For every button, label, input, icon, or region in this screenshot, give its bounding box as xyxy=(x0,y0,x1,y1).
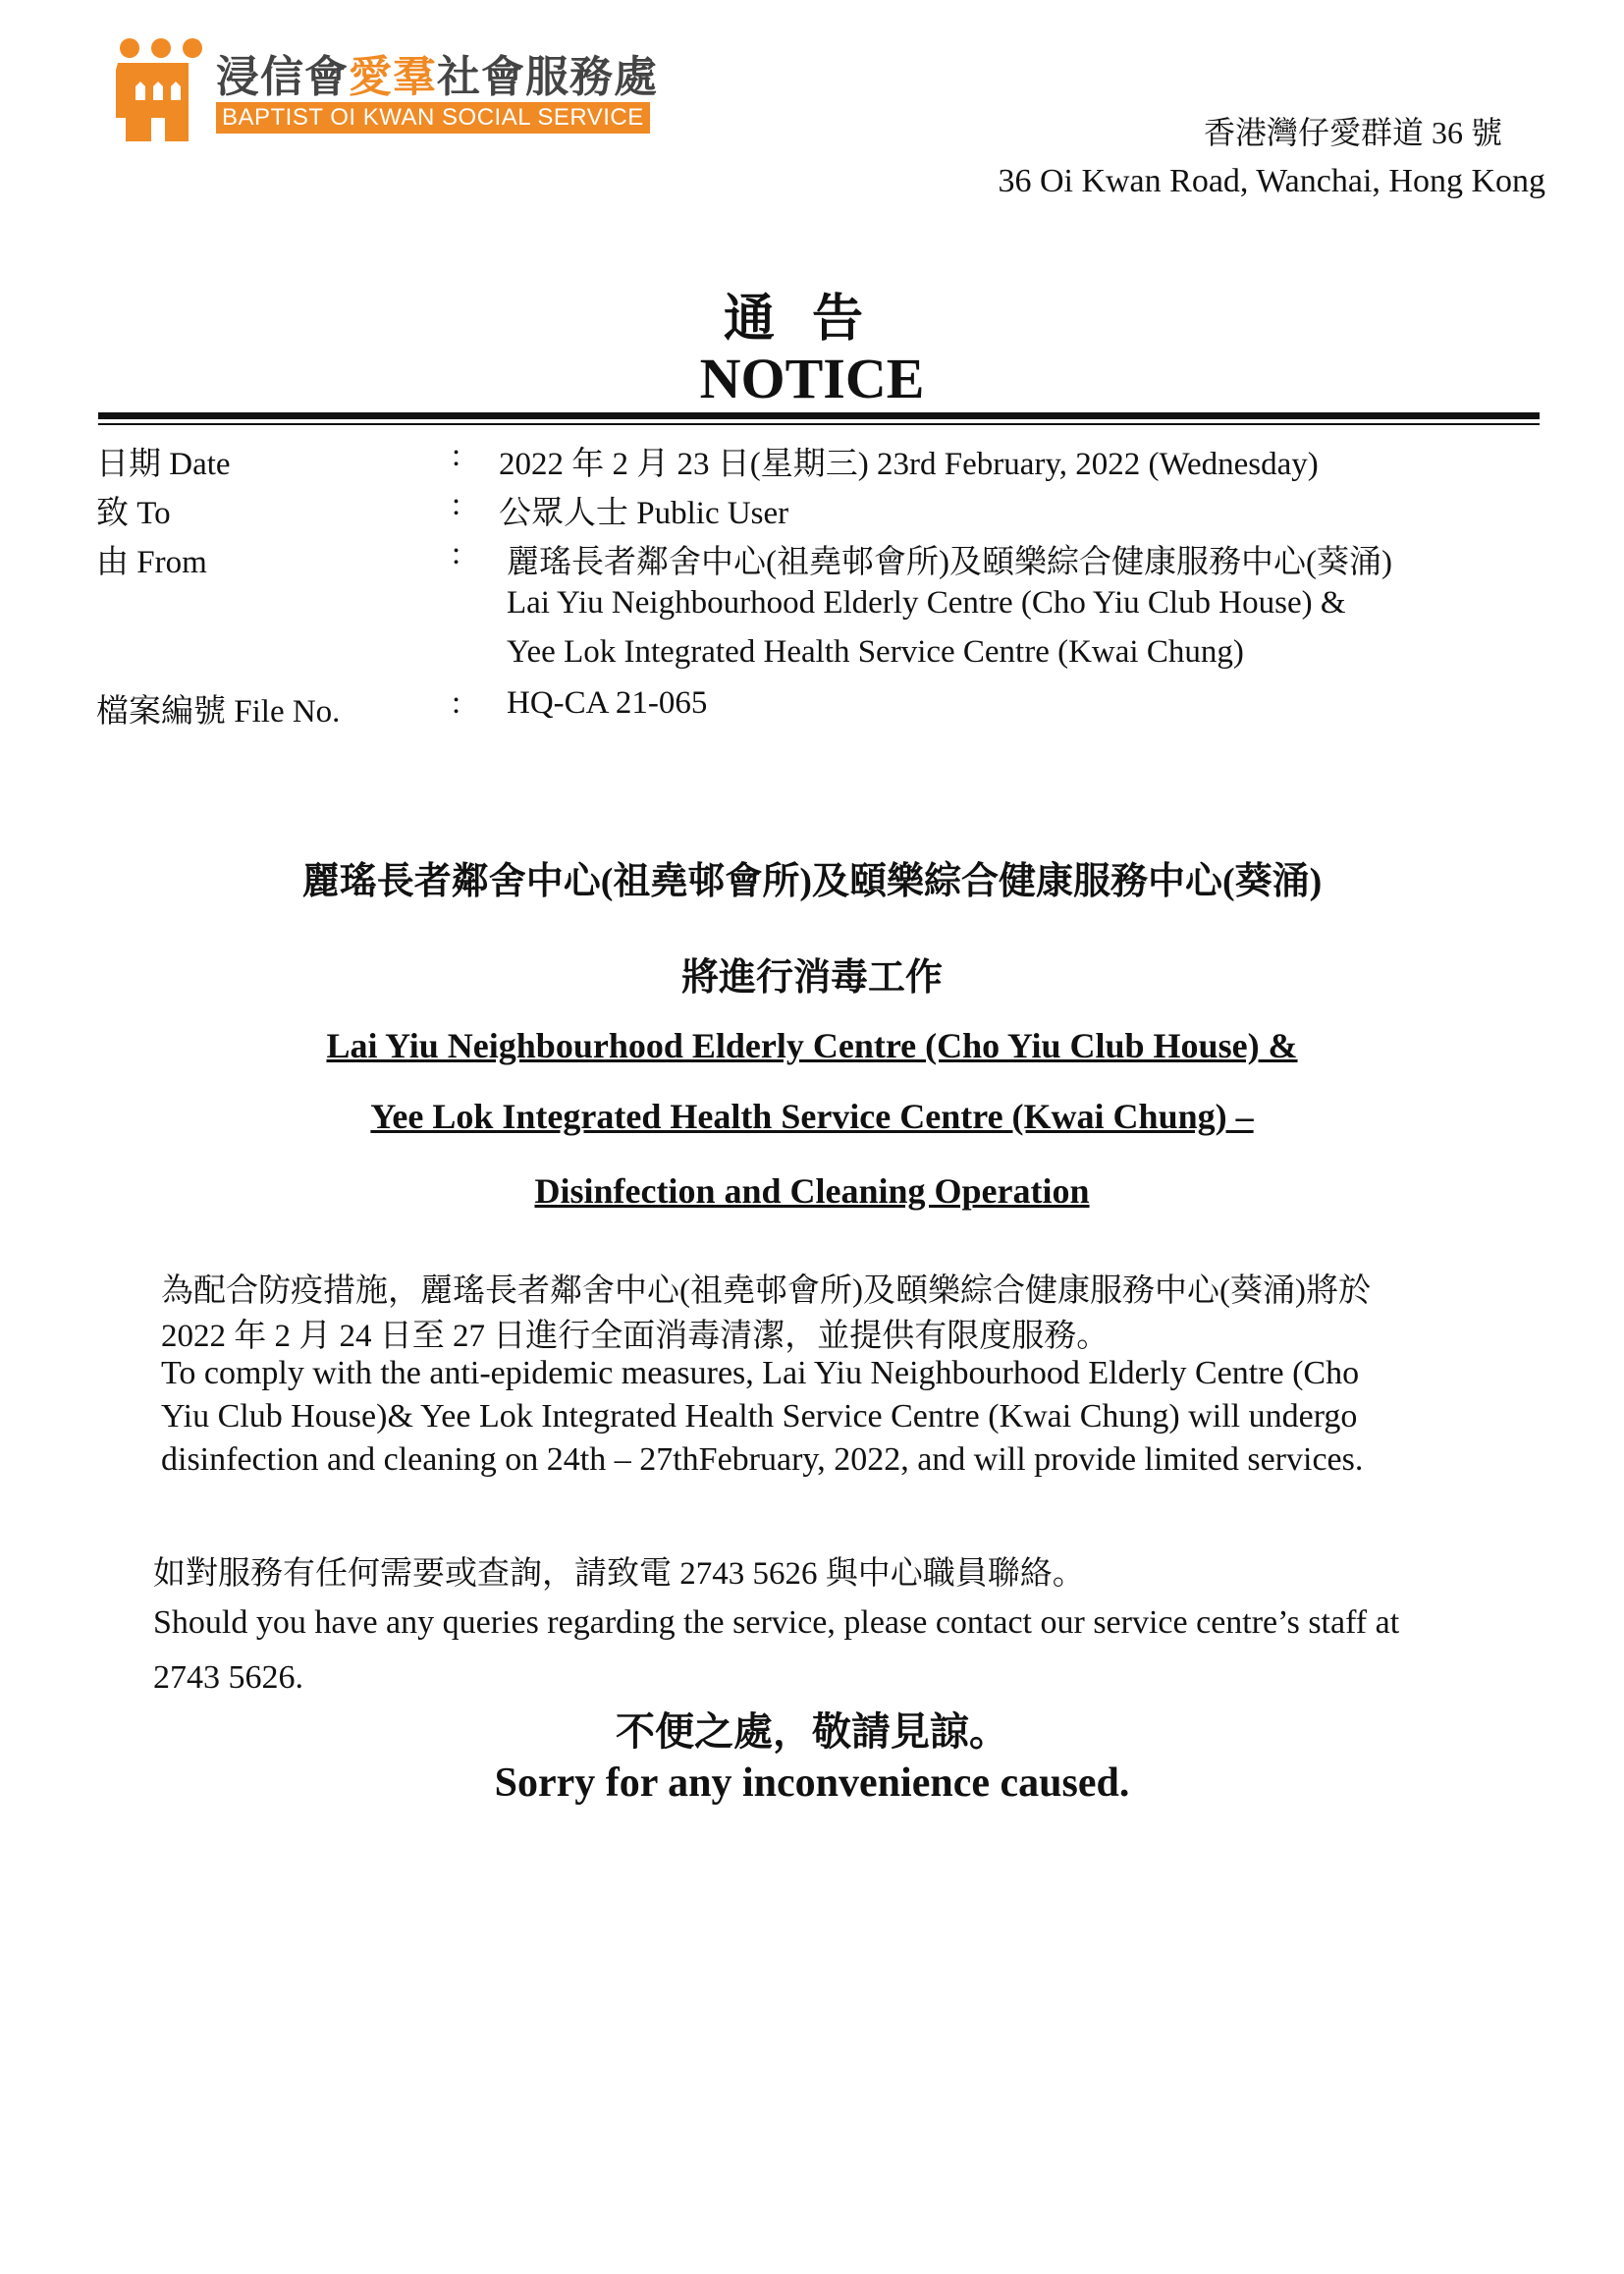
meta-value-file-no: HQ-CA 21-065 xyxy=(507,685,708,721)
address-en: 36 Oi Kwan Road, Wanchai, Hong Kong xyxy=(998,163,1545,199)
meta-label-file-no: 檔案編號 File No. xyxy=(96,694,341,730)
org-logo xyxy=(116,37,666,145)
meta-label-from: 由 From xyxy=(96,545,207,580)
body-p2-cn: 如對服務有任何需要或查詢，請致電 2743 5626 與中心職員聯絡。 xyxy=(153,1556,1085,1592)
heading-cn-line1: 麗瑤長者鄰舍中心(祖堯邨會所)及頤樂綜合健康服務中心(葵涌) xyxy=(301,861,1323,902)
address-cn: 香港灣仔愛群道 36 號 xyxy=(1203,115,1502,150)
body-p1-cn-line1: 為配合防疫措施，麗瑤長者鄰舍中心(祖堯邨會所)及頤樂綜合健康服務中心(葵涌)將於 xyxy=(161,1273,1371,1309)
closing-en: Sorry for any inconvenience caused. xyxy=(494,1760,1130,1806)
meta-value-to: 公眾人士 Public User xyxy=(499,496,789,531)
meta-colon: : xyxy=(452,685,461,721)
body-p1-cn-line2: 2022 年 2 月 24 日至 27 日進行全面消毒清潔，並提供有限度服務。 xyxy=(161,1319,1110,1354)
meta-label-date: 日期 Date xyxy=(96,447,231,482)
meta-value-from-cn: 麗瑤長者鄰舍中心(祖堯邨會所)及頤樂綜合健康服務中心(葵涌) xyxy=(507,545,1392,580)
heading-en-line1: Lai Yiu Neighbourhood Elderly Centre (Cho Yiu Club House) & xyxy=(326,1026,1298,1065)
meta-colon: : xyxy=(452,536,461,571)
heading-en-line3: Disinfection and Cleaning Operation xyxy=(534,1171,1090,1211)
meta-label-to: 致 To xyxy=(96,496,171,531)
body-p1-en-line3: disinfection and cleaning on 24th – 27thFebruary, 2022, and will provide limited services. xyxy=(161,1441,1364,1478)
heading-cn-line2: 將進行消毒工作 xyxy=(680,957,943,999)
body-p1-en-line1: To comply with the anti-epidemic measures, Lai Yiu Neighbourhood Elderly Centre (Cho xyxy=(161,1355,1360,1391)
title-rule-thick xyxy=(98,412,1540,419)
notice-title-en: NOTICE xyxy=(699,347,925,410)
body-p2-en-line2: 2743 5626. xyxy=(153,1659,303,1696)
meta-colon: : xyxy=(452,487,461,522)
meta-value-from-en1: Lai Yiu Neighbourhood Elderly Centre (Cho Yiu Club House) & xyxy=(507,585,1346,621)
body-p2-en-line1: Should you have any queries regarding the service, please contact our service centre’s staff at xyxy=(153,1604,1400,1641)
closing-cn: 不便之處，敬請見諒。 xyxy=(616,1709,1008,1754)
body-p1-en-line2: Yiu Club House)& Yee Lok Integrated Health Service Centre (Kwai Chung) will undergo xyxy=(161,1398,1358,1435)
meta-colon: : xyxy=(452,438,461,473)
heading-en-line2: Yee Lok Integrated Health Service Centre (Kwai Chung) – xyxy=(370,1097,1254,1136)
org-name-en: BAPTIST OI KWAN SOCIAL SERVICE xyxy=(216,102,650,134)
meta-value-date: 2022 年 2 月 23 日(星期三) 23rd February, 2022 (Wednesday) xyxy=(499,447,1319,482)
people-logo-icon xyxy=(116,37,206,143)
meta-value-from-en2: Yee Lok Integrated Health Service Centre (Kwai Chung) xyxy=(507,634,1244,670)
org-name-cn: 浸信會愛羣社會服務處 xyxy=(216,52,658,102)
title-rule-thin xyxy=(98,423,1540,425)
notice-title-cn: 通告 xyxy=(723,292,900,348)
